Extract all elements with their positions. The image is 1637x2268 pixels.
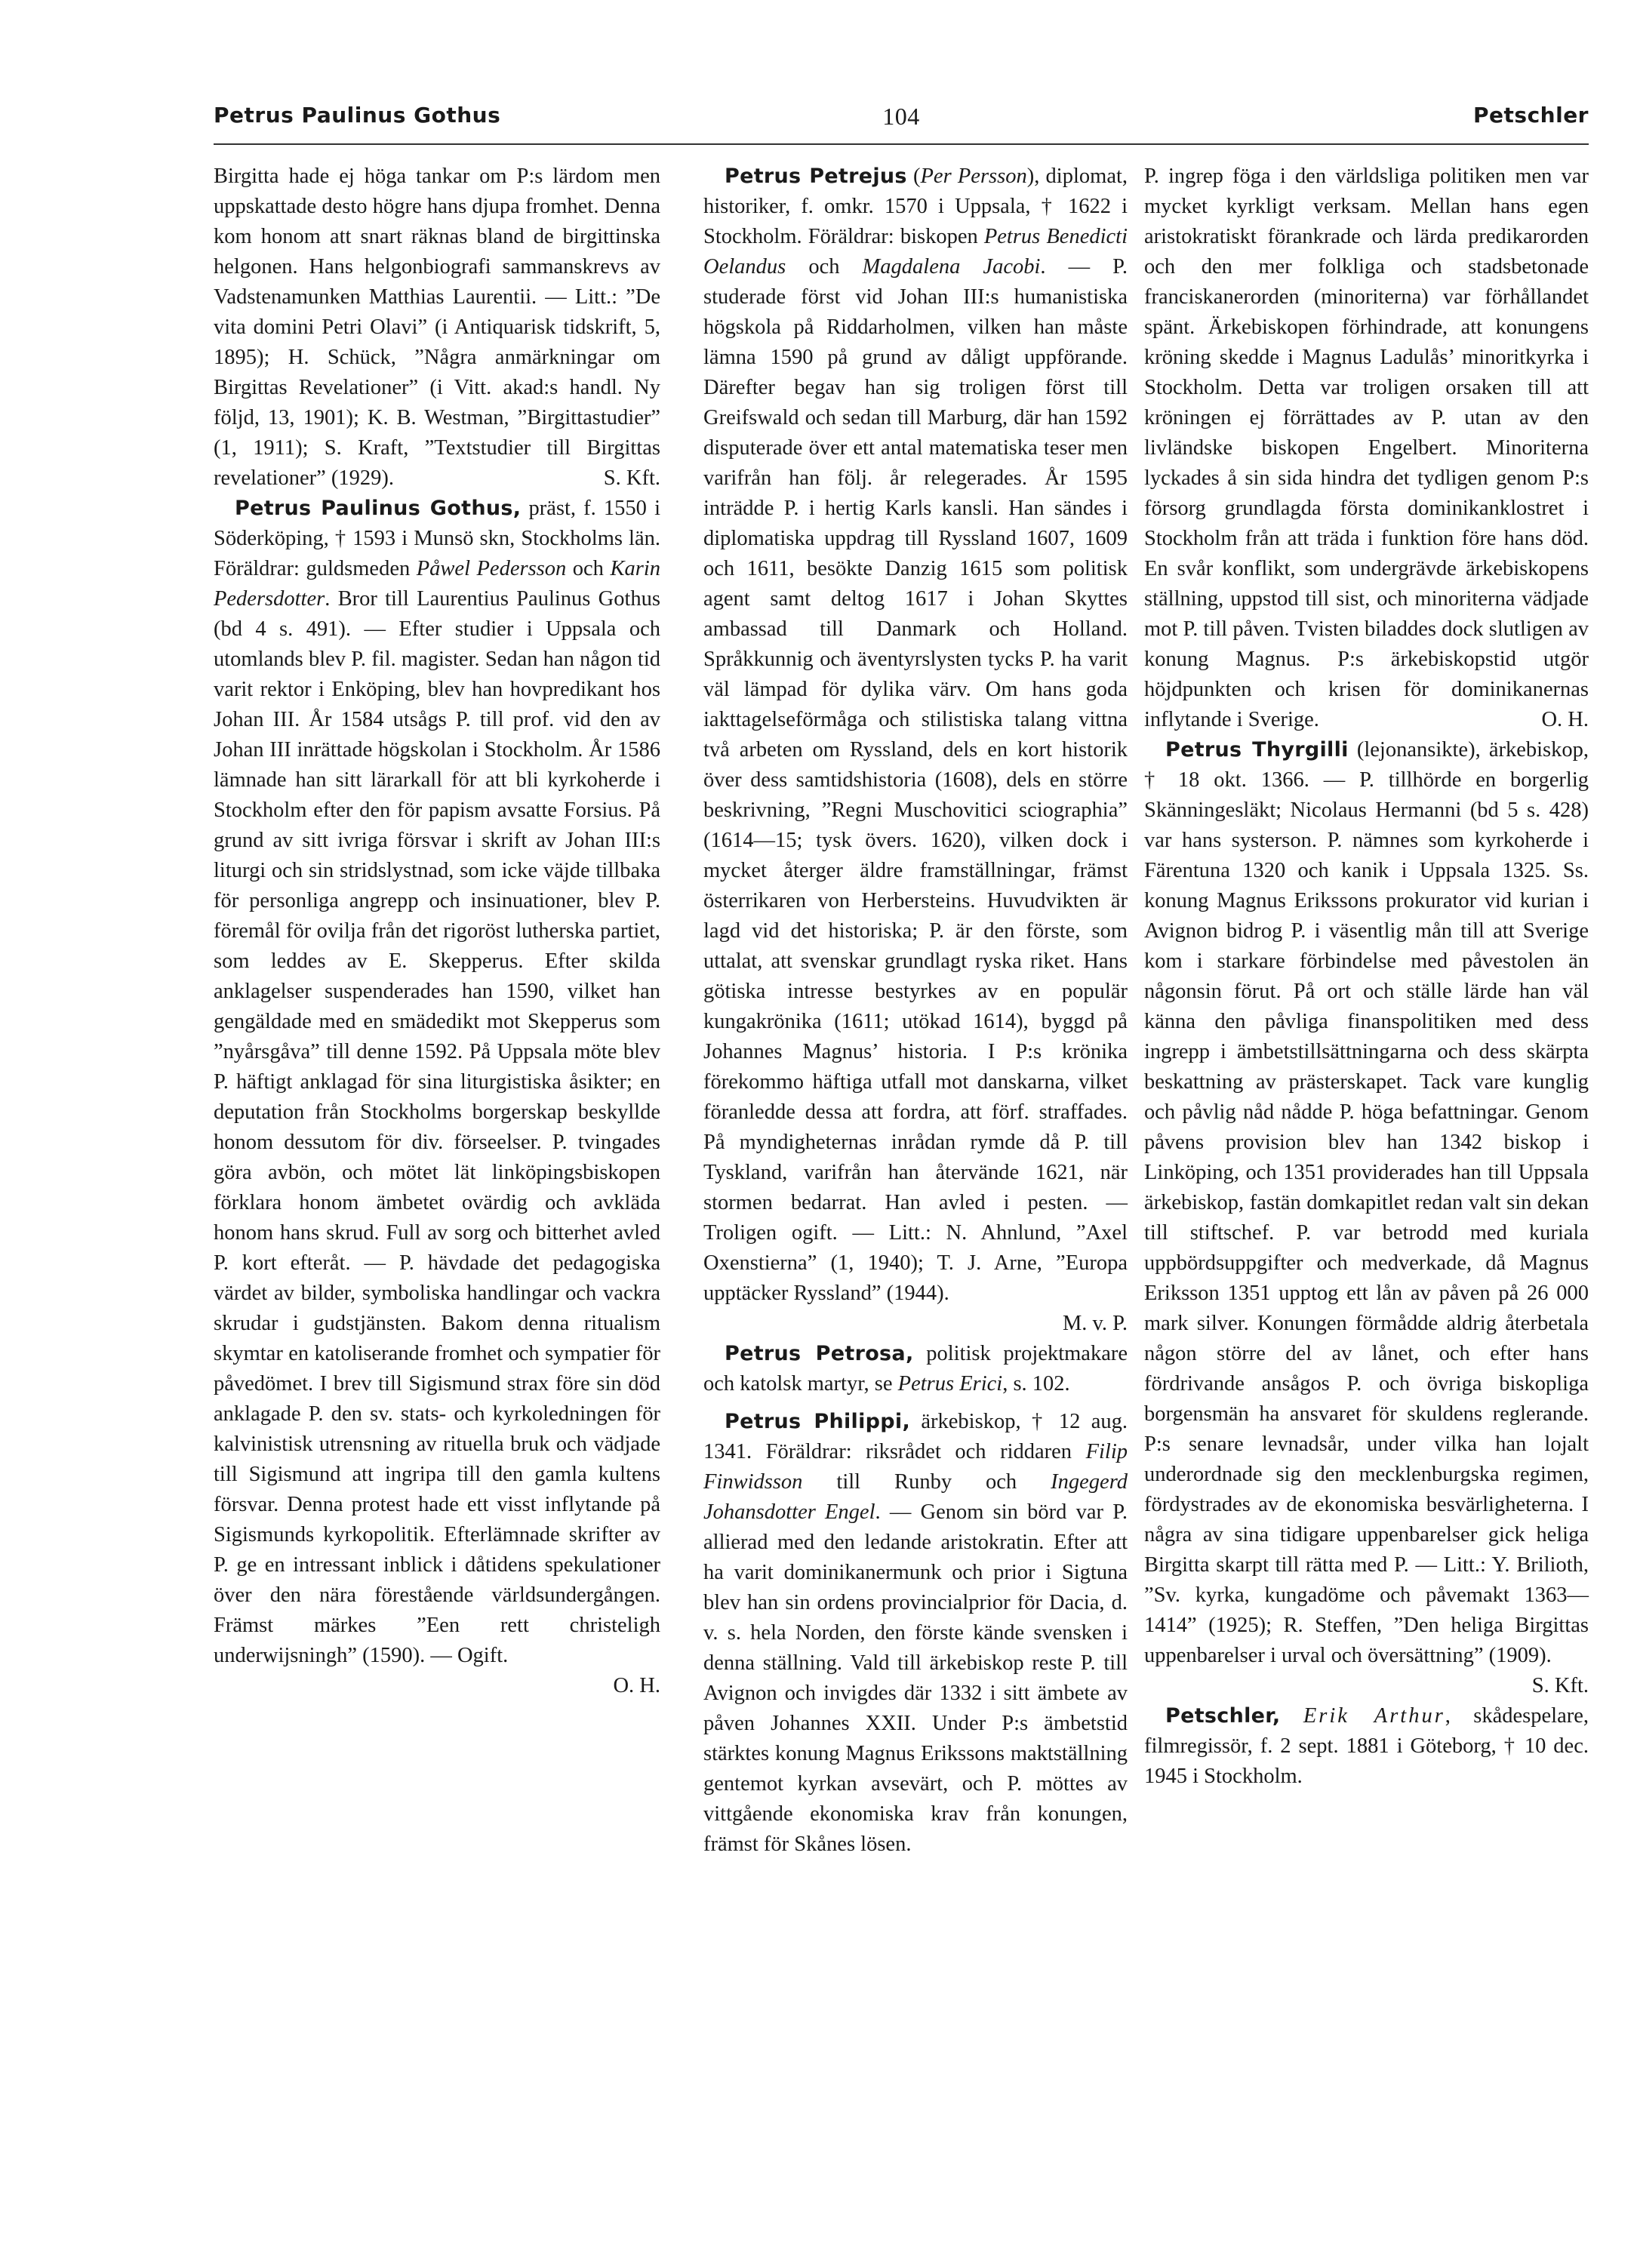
entry-headword: Petschler,: [1165, 1704, 1281, 1728]
cross-reference[interactable]: Petrus Erici: [897, 1372, 1003, 1396]
entry-paulinus: [214, 494, 660, 1671]
entry-petschler: [1144, 1701, 1589, 1792]
header-rule: [214, 143, 1589, 145]
entry-petrejus: Petrus Petrejus (Per Persson), diplomat, historiker, f. omkr. 1570 i Uppsala, † 1622 i Stockholm. Föräldrar: biskopen Petrus Benedicti Oelandus och Magdalena Jacobi. — P. studerade först vid Johan III:s humanistiska högskola på Riddarholmen, vilken han måste lämna 1590 på grund av dåligt uppförande. Därefter begav han sig troligen först till Greifswald och sedan till Marburg, där han 1592 disputerade över ett antal matematiska teser men varifrån han följ. år relegerades. År 1595 inträdde P. i hertig Karls kansli. Han sändes i diplomatiska uppdrag till Ryssland 1607, 1609 och 1611, besökte Danzig 1615 som politisk agent samt deltog 1617 i Johan Skyttes ambassad till Danmark och Holland. Språkkunnig och äventyrslysten tycks P. ha varit väl lämpad för dylika värv. Om hans goda iakttagelseförmåga och stilistiska talang vittna två arbeten om Ryssland, dels en kort historik över dess samtidshistoria (1608), dels en större beskrivning, ”Regni Muschovitici sciographia” (1614—15; tysk övers. 1620), vilken dock i mycket återger äldre framställningar, främst österrikaren von Herbersteins. Huvudvikten är lagd vid det historiska; P. är den förste, som uttalat, att svenskar grundlagt ryska riket. Hans götiska intresse bestyrkes av en populär kungakrönika (1611; utökad 1614), byggd på Johannes Magnus’ historia. I P:s krönika förekommo häftiga utfall mot danskarna, vilket föranledde dessa att fordra, att förf. straffades. På myndigheternas inrådan rymde då P. till Tyskland, varifrån han återvände 1621, när stormen bedarrat. Han avled i pesten. — Troligen ogift. — Litt.: N. Ahnlund, ”Axel Oxenstierna” (1, 1940); T. J. Arne, ”Europa upptäcker Ryssland” (1944).: [703, 165, 1128, 1305]
entry-text: Birgitta hade ej höga tankar om P:s lärdom men uppskattade desto högre hans djupa fromhet. Denna kom honom att snart räknas bland de birgittinska helgonen. Hans helgonbiografi sammanskrevs av Vadstenamunken Matthias Laurentii. — Litt.: ”De vita domini Petri Olavi” (i Antiquarisk tidskrift, 5, 1895); H. Schück, ”Några anmärkningar om Birgittas Revelationer” (i Vitt. akad:s handl. Ny följd, 13, 1901); K. B. Westman, ”Birgittastudier” (1, 1911); S. Kraft, ”Textstudier till Birgittas revelationer” (1929).: [214, 165, 660, 490]
parent-name: Karin Pedersdotter: [214, 557, 660, 611]
signature: O. H.: [1541, 708, 1589, 731]
entry-headword: Petrus Paulinus Gothus,: [235, 497, 522, 520]
entry-text: ärkebiskop, † 12 aug. 1341. Föräldrar: riksrådet och riddaren: [703, 1410, 1128, 1463]
entry-birgitta-continuation: [214, 162, 660, 494]
entry-text: P. ingrep föga i den världsliga politiken men var mycket kyrkligt verksam. Mellan hans egen aristokratiskt förankrade och lärda predikarorden och den mer folkliga och stadsbetonade franciskanerorden (minoriterna) var förhållandet spänt. Ärkebiskopen förhindrade, att konungens kröning skedde i Magnus Ladulås’ minoritkyrka i Stockholm. Detta var troligen orsaken till att kröningen ej förrättades av P. utan av den livländske biskopen Engelbert. Minoriterna lyckades å sin sida hindra det tydligen genom P:s försorg grundlagda första dominikanklostret i Stockholm från att träda i funktion före hans död. En svår konflikt, som undergrävde ärkebiskopens ställning, uppstod till sist, och minoriterna vädjade mot P. till påven. Tvisten biladdes dock slutligen av konung Magnus. P:s ärkebiskopstid utgör höjdpunkten och krisen för dominikanernas inflytande i Sverige.: [1144, 165, 1589, 731]
entry-text: och: [786, 255, 863, 278]
entry-text: . Bror till Laurentius Paulinus Gothus (bd 4 s. 491). — Efter studier i Uppsala och utomlands blev P. fil. magister. Sedan han någon tid varit rektor i Enköping, blev han hovpredikant hos Johan III. År 1584 utsågs P. till prof. vid den av Johan III inrättade högskolan i Stockholm. År 1586 lämnade han sitt lärarkall för att bli kyrkoherde i Stockholm efter den för papism avsatte Forsius. På grund av sitt ivriga försvar i skrift av Johan III:s liturgi och sin stridslystnad, som icke väjde tillbaka för personliga angrepp och insinuationer, blev P. föremål för ovilja från det rigoröst lutherska partiet, som leddes av E. Skepperus. Efter skilda anklagelser suspenderades han 1590, vilket han gengäldade med en smädedikt mot Skepperus som ”nyårsgåva” till denne 1592. På Uppsala möte blev P. häftigt anklagad för sina liturgistiska åsikter; en deputation från Stockholms borgerskap beskyllde honom dessutom för div. förseelser. P. tvingades göra avbön, och mötet lät linköpingsbiskopen förklara honom ämbetet ovärdig och avkläda honom hans skrud. Full av sorg och bitterhet avled P. kort efteråt. — P. hävdade det pedagogiska värdet av bilder, symboliska handlingar och vackra skrudar i gudstjänsten. Bakom denna ritualism skymtar en katoliserande fromhet och sympatier för påvedömet. I brev till Sigismund strax före sin död anklagade P. den sv. stats- och kyrkoledningen för kalvinistisk utrensning av rituella bruk och vädjade till Sigismund att ingripa till den gamla kultens försvar. Denna protest hade ett visst inflytande på Sigismunds kyrkopolitik. Efterlämnade skrifter av P. ge en intressant inblick i dåtidens spekulationer över den nära förestående världsundergången. Främst märkes ”Een rett christeligh underwijsningh” (1590). — Ogift.: [214, 587, 660, 1667]
entry-text: . — Genom sin börd var P. allierad med den ledande aristokratin. Efter att ha varit dominikanermunk och prior i Sigtuna blev han sin ordens provincialprior för Dacia, d. v. s. hela Norden, den förste kände svensken i denna ställning. Vald till ärkebiskop reste P. till Avignon och invigdes där 1332 i sitt ämbete av påven Johannes XXII. Under P:s ämbetstid stärktes konung Magnus Erikssons maktställning gentemot kyrkan avsevärt, och P. möttes av vittgående ekonomiska krav från konungen, främst för Skånes lösen.: [703, 1500, 1128, 1856]
alias: Per Persson: [920, 165, 1027, 188]
entry-text: , skådespelare, filmregissör, f. 2 sept. 1881 i Göteborg, † 10 dec. 1945 i Stockholm.: [1144, 1704, 1589, 1788]
entry-headword: Petrus Thyrgilli: [1165, 738, 1349, 762]
entry-text: (lejonansikte), ärkebiskop, † 18 okt. 1366. — P. tillhörde en borgerlig Skänningesläkt; Nicolaus Hermanni (bd 5 s. 428) var hans systerson. P. nämnes som kyrkoherde i Färentuna 1320 och kanik i Uppsala 1325. Ss. konung Magnus Erikssons prokurator vid kurian i Avignon bidrog P. i väsentlig mån till att Sverige kom i starkare förbindelse med påvestolen än någonsin förut. På ort och ställe lärde han väl känna den påvliga finanspolitiken med dess ingrepp i ämbetstillsättningarna och dess skärpta beskattning av prästerskapet. Tack vare kunglig och påvlig nåd nådde P. höga befattningar. Genom påvens provision blev han 1342 biskop i Linköping, och 1351 providerades han till Uppsala ärkebiskop, fastän domkapitlet redan valt sin dekan till stiftschef. P. var betrodd med kuriala uppbördsuppgifter och medverkade, då Magnus Eriksson 1351 upptog ett lån av påven på 26 000 mark silver. Konungen förmådde aldrig återbetala någon större del av lånet, och efter hans fördrivande ansågos P. och övriga biskopliga borgensmän ha ansvaret för skuldens reglerande. P:s senare levnadsår, under vilka han lojalt underordnade sig den mecklenburgska regimen, fördystrades av de ekonomiska besvärligheterna. I några av sina tidigare uppenbarelser gick heliga Birgitta skarpt till rätta med P. — Litt.: Y. Brilioth, ”Sv. kyrka, kungadöme och påvemakt 1363—1414” (1925); R. Steffen, ”Den heliga Birgittas uppenbarelser i urval och översättning” (1909).: [1144, 738, 1589, 1667]
parent-name: Petrus Benedicti Oelandus: [703, 225, 1128, 278]
page-number: 104: [882, 103, 920, 130]
column-1: [214, 162, 660, 1701]
entry-text: , diplomat, historiker, f. omkr. 1570 i Uppsala, † 1622 i Stockholm. Föräldrar: biskopen: [703, 165, 1128, 248]
entry-text: präst, f. 1550 i Söderköping, † 1593 i Munsö skn, Stockholms län. Föräldrar: guldsmeden: [214, 497, 661, 580]
entry-text: och: [566, 557, 611, 580]
entry-philippi: [703, 1407, 1128, 1860]
entry-petrosa: [703, 1339, 1128, 1399]
signature: S. Kft.: [603, 466, 660, 490]
parent-name: Ingegerd Johansdotter Engel: [703, 1470, 1128, 1524]
entry-text: , s. 102.: [1002, 1372, 1070, 1396]
column-3: [1144, 162, 1589, 1792]
signature: M. v. P.: [1062, 1312, 1128, 1335]
entry-headword: Petrus Petrejus: [725, 165, 907, 188]
parent-name: Magdalena Jacobi: [862, 255, 1041, 278]
parent-name: Filip Finwidsson: [703, 1440, 1128, 1494]
given-name: Erik Arthur: [1303, 1704, 1445, 1728]
signature: S. Kft.: [1531, 1674, 1589, 1697]
column-2: [703, 162, 1128, 1860]
running-header: [214, 103, 1589, 139]
entry-headword: Petrus Philippi,: [725, 1410, 911, 1433]
header-left-name: Petrus Paulinus Gothus: [214, 103, 501, 128]
entry-thyrgilli: [1144, 735, 1589, 1697]
signature: O. H.: [613, 1674, 660, 1697]
entry-text: politisk projektmakare och katolsk martyr, se: [703, 1342, 1128, 1396]
header-right-name: Petschler: [1473, 103, 1589, 128]
entry-text: till Runby och: [802, 1470, 1051, 1494]
entry-headword: Petrus Petrosa,: [725, 1342, 914, 1365]
parent-name: Påwel Pedersson: [416, 557, 567, 580]
entry-text: . — P. studerade först vid Johan III:s humanistiska högskola på Riddarholmen, vilken han måste lämna 1590 på grund av dåligt uppförande. Därefter begav han sig troligen först till Greifswald och sedan till Marburg, där han 1592 disputerade över ett antal matematiska teser men varifrån han följ. år relegerades. År 1595 inträdde P. i hertig Karls kansli. Han sändes i diplomatiska uppdrag till Ryssland 1607, 1609 och 1611, besökte Danzig 1615 som politisk agent samt deltog 1617 i Johan Skyttes ambassad till Danmark och Holland. Språkkunnig och äventyrslysten tycks P. ha varit väl lämpad för dylika värv. Om hans goda iakttagelseförmåga och stilistiska talang vittna två arbeten om Ryssland, dels en kort historik över dess samtidshistoria (1608), dels en större beskrivning, ”Regni Muschovitici sciographia” (1614—15; tysk övers. 1620), vilken dock i mycket återger äldre framställningar, främst österrikaren von Herbersteins. Huvudvikten är lagd vid det historiska; P. är den förste, som uttalat, att svenskar grundlagt ryska riket. Hans götiska intresse bestyrkes av en populär kungakrönika (1611; utökad 1614), byggd på Johannes Magnus’ historia. I P:s krönika förekommo häftiga utfall mot danskarna, vilket föranledde dessa att fordra, att förf. straffades. På myndigheternas inrådan rymde då P. till Tyskland, varifrån han återvände 1621, när stormen bedarrat. Han avled i pesten. — Troligen ogift. — Litt.: N. Ahnlund, ”Axel Oxenstierna” (1, 1940); T. J. Arne, ”Europa upptäcker Ryssland” (1944).: [703, 255, 1128, 1305]
entry-philippi-continuation: [1144, 162, 1589, 735]
